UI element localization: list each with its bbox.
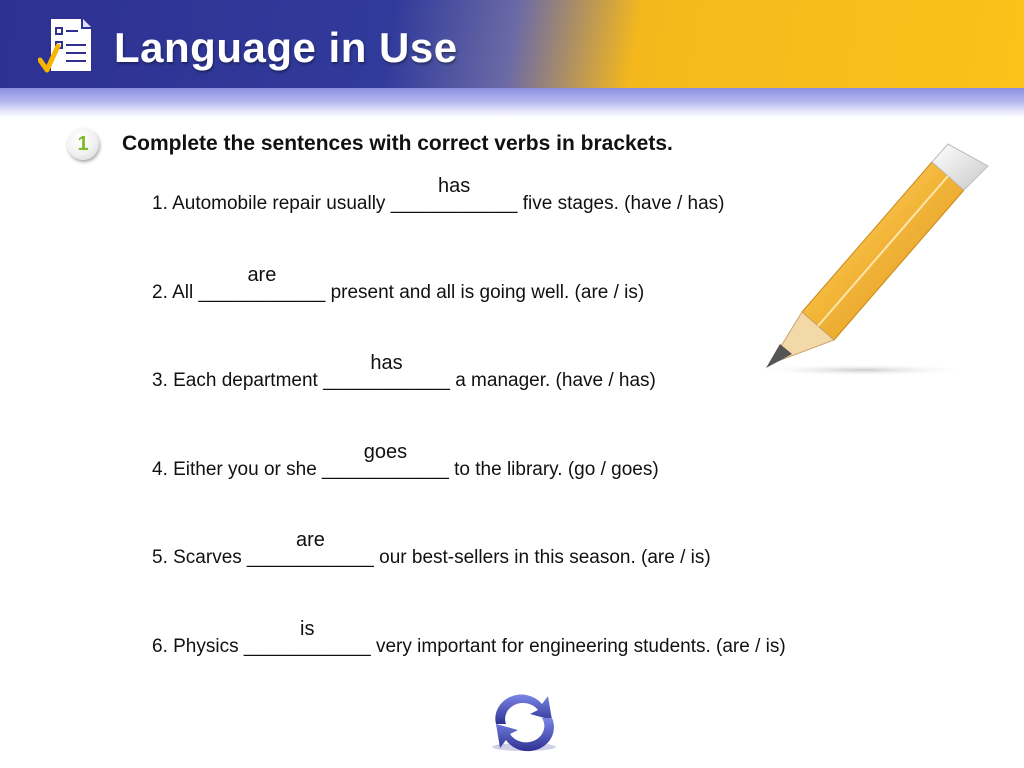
answer-blank: ____________ are	[247, 529, 374, 568]
sentence-text-after: very important for engineering students. (are / is)	[370, 636, 786, 657]
sentence-3	[152, 352, 656, 392]
sentence-text-before: 3. Each department	[152, 370, 324, 391]
sentence-text-before: 6. Physics	[152, 636, 244, 657]
exercise-instruction: Complete the sentences with correct verbs in brackets.	[122, 132, 673, 155]
checklist-document-icon	[38, 14, 98, 78]
sentence-4	[152, 441, 659, 481]
answer-blank: ____________ has	[390, 175, 518, 214]
sentence-1	[152, 175, 725, 215]
answer-text: are	[247, 264, 277, 286]
answer-text: goes	[363, 441, 408, 463]
exercise-number-badge	[67, 128, 99, 160]
sentence-text-after: to the library. (go / goes)	[448, 459, 659, 480]
sentence-text-before: 2. All	[152, 282, 199, 303]
answer-text: are	[296, 529, 325, 551]
sentence-text-before: 5. Scarves	[152, 547, 248, 568]
sentence-2	[152, 264, 645, 304]
answer-text: has	[370, 352, 403, 374]
sentence-6	[152, 618, 786, 658]
sentence-text-after: our best-sellers in this season. (are / is)	[373, 547, 711, 568]
page-title: Language in Use	[114, 24, 458, 71]
refresh-arrows-icon[interactable]	[486, 690, 562, 752]
sentence-5	[152, 529, 711, 569]
answer-text: has	[437, 175, 471, 197]
sentence-text-before: 4. Either you or she	[152, 459, 323, 480]
answer-blank: ____________ has	[323, 352, 450, 391]
answer-blank: ____________ are	[198, 264, 326, 303]
answer-blank: ____________ goes	[322, 441, 449, 480]
pencil-icon	[752, 132, 1010, 382]
header-bar	[0, 0, 1024, 88]
sentence-text-after: present and all is going well. (are / is)	[325, 282, 645, 303]
answer-text: is	[300, 618, 315, 640]
sentence-text-after: five stages. (have / has)	[517, 193, 725, 214]
answer-blank: ____________ is	[243, 618, 371, 657]
sentence-text-before: 1. Automobile repair usually	[152, 193, 391, 214]
sentence-text-after: a manager. (have / has)	[449, 370, 656, 391]
header-gradient-band	[0, 88, 1024, 118]
exercise-number: 1	[77, 132, 89, 155]
